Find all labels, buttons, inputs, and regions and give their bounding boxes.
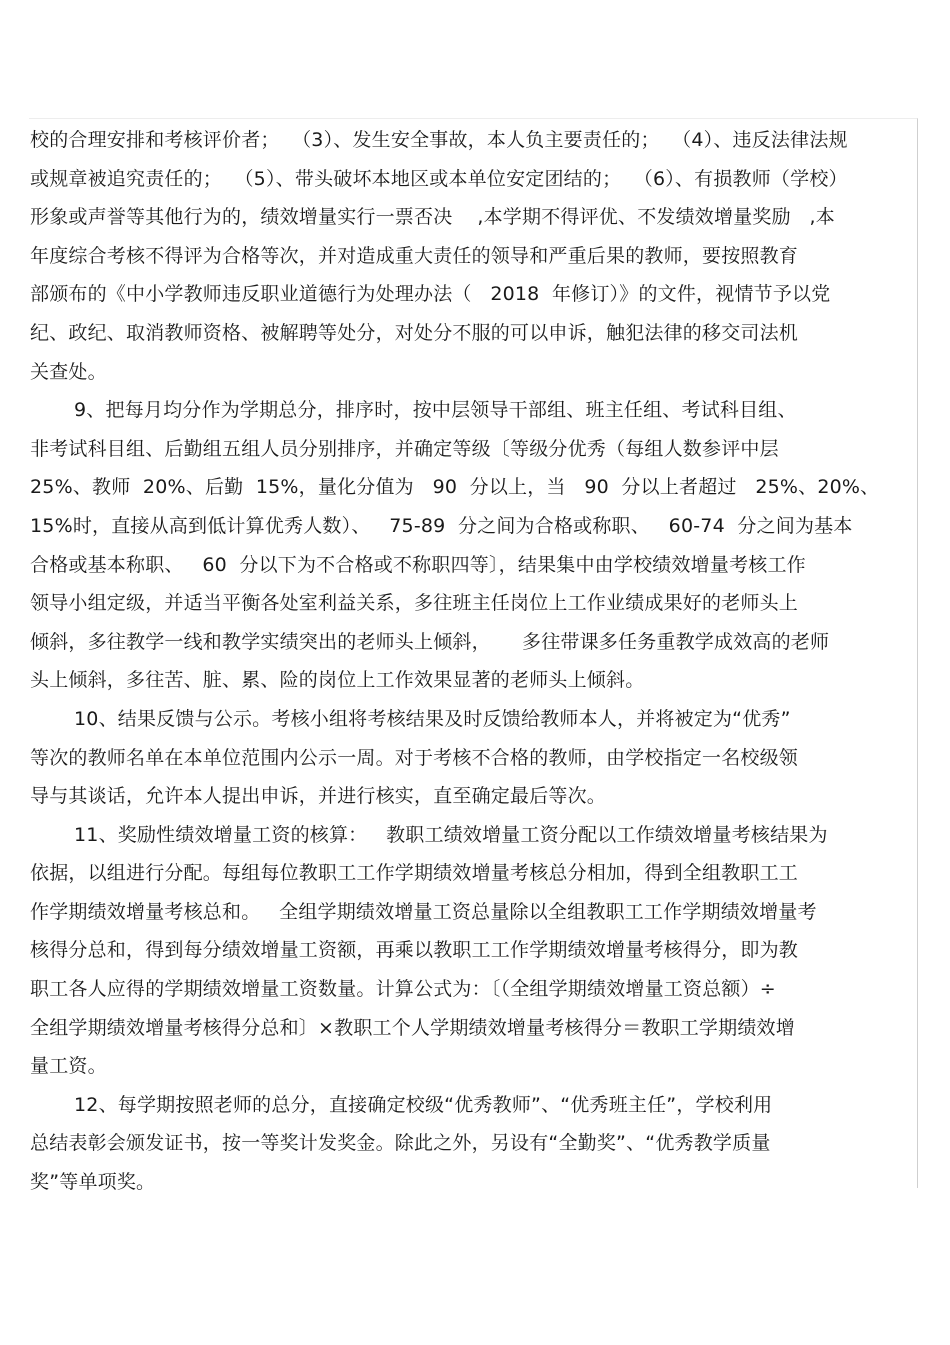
text-line: 奖”等单项奖。 (30, 1171, 156, 1194)
text-line: 非考试科目组、后勤组五组人员分别排序，并确定等级〔等级分优秀（每组人数参评中层 (30, 437, 779, 460)
text-line: 总结表彰会颁发证书，按一等奖计发奖金。除此之外，另设有“全勤奖”、“优秀教学质量 (30, 1132, 771, 1155)
text-line: 核得分总和，得到每分绩效增量工资额，再乘以教职工工作学期绩效增量考核得分，即为教 (30, 939, 799, 962)
text-line: 倾斜，多往教学一线和教学实绩突出的老师头上倾斜， 多往带课多任务重教学成效高的老师 (30, 630, 830, 653)
text-line: 领导小组定级，并适当平衡各处室利益关系，多往班主任岗位上工作业绩成果好的老师头上 (30, 592, 799, 615)
text-line: 关查处。 (30, 360, 107, 383)
paragraph-12-start: 12、每学期按照老师的总分，直接确定校级“优秀教师”、“优秀班主任”，学校利用 (74, 1093, 773, 1116)
text-line: 依据，以组进行分配。每组每位教职工工作学期绩效增量考核总分相加，得到全组教职工工 (30, 862, 799, 885)
text-line: 部颁布的《中小学教师违反职业道德行为处理办法（ 2018 年修订）》的文件，视情节予以党 (30, 283, 831, 306)
text-line: 年度综合考核不得评为合格等次，并对造成重大责任的领导和严重后果的教师，要按照教育 (30, 244, 799, 267)
text-line: 作学期绩效增量考核总和。 全组学期绩效增量工资总量除以全组教职工工作学期绩效增量考 (30, 900, 817, 923)
paragraph-9-start: 9、把每月均分作为学期总分，排序时，按中层领导干部组、班主任组、考试科目组、 (74, 399, 797, 422)
text-line: 量工资。 (30, 1055, 107, 1078)
text-line: 或规章被追究责任的； （5）、带头破坏本地区或本单位安定团结的； （6）、有损教师（学校） (30, 167, 848, 190)
text-line: 导与其谈话，允许本人提出申诉，并进行核实，直至确定最后等次。 (30, 785, 607, 808)
text-line: 头上倾斜，多往苦、脏、累、险的岗位上工作效果显著的老师头上倾斜。 (30, 669, 645, 692)
text-line: 等次的教师名单在本单位范围内公示一周。对于考核不合格的教师，由学校指定一名校级领 (30, 746, 799, 769)
document-body (30, 121, 918, 1202)
text-line: 合格或基本称职、 60 分以下为不合格或不称职四等〕，结果集中由学校绩效增量考核工作 (30, 553, 806, 576)
text-line: 形象或声誉等其他行为的，绩效增量实行一票否决 ,本学期不得评优、不发绩效增量奖励 ,本 (30, 206, 835, 229)
text-line: 职工各人应得的学期绩效增量工资数量。计算公式为：〔（全组学期绩效增量工资总额）÷ (30, 978, 776, 1001)
text-line: 15%时，直接从高到低计算优秀人数）、 75-89 分之间为合格或称职、 60-74 分之间为基本 (30, 514, 853, 537)
text-line: 校的合理安排和考核评价者； （3）、发生安全事故，本人负主要责任的； （4）、违反法律法规 (30, 129, 848, 151)
text-line: 25%、教师 20%、后勤 15%，量化分值为 90 分以上，当 90 分以上者超过 25%、20%、 (30, 476, 880, 499)
paragraph-10-start: 10、结果反馈与公示。考核小组将考核结果及时反馈给教师本人，并将被定为“优秀” (74, 707, 791, 730)
text-line: 全组学期绩效增量考核得分总和〕×教职工个人学期绩效增量考核得分＝教职工学期绩效增 (30, 1016, 795, 1039)
text-line: 纪、政纪、取消教师资格、被解聘等处分，对处分不服的可以申诉，触犯法律的移交司法机 (30, 321, 799, 344)
paragraph-11-start: 11、奖励性绩效增量工资的核算： 教职工绩效增量工资分配以工作绩效增量考核结果为 (74, 823, 828, 846)
